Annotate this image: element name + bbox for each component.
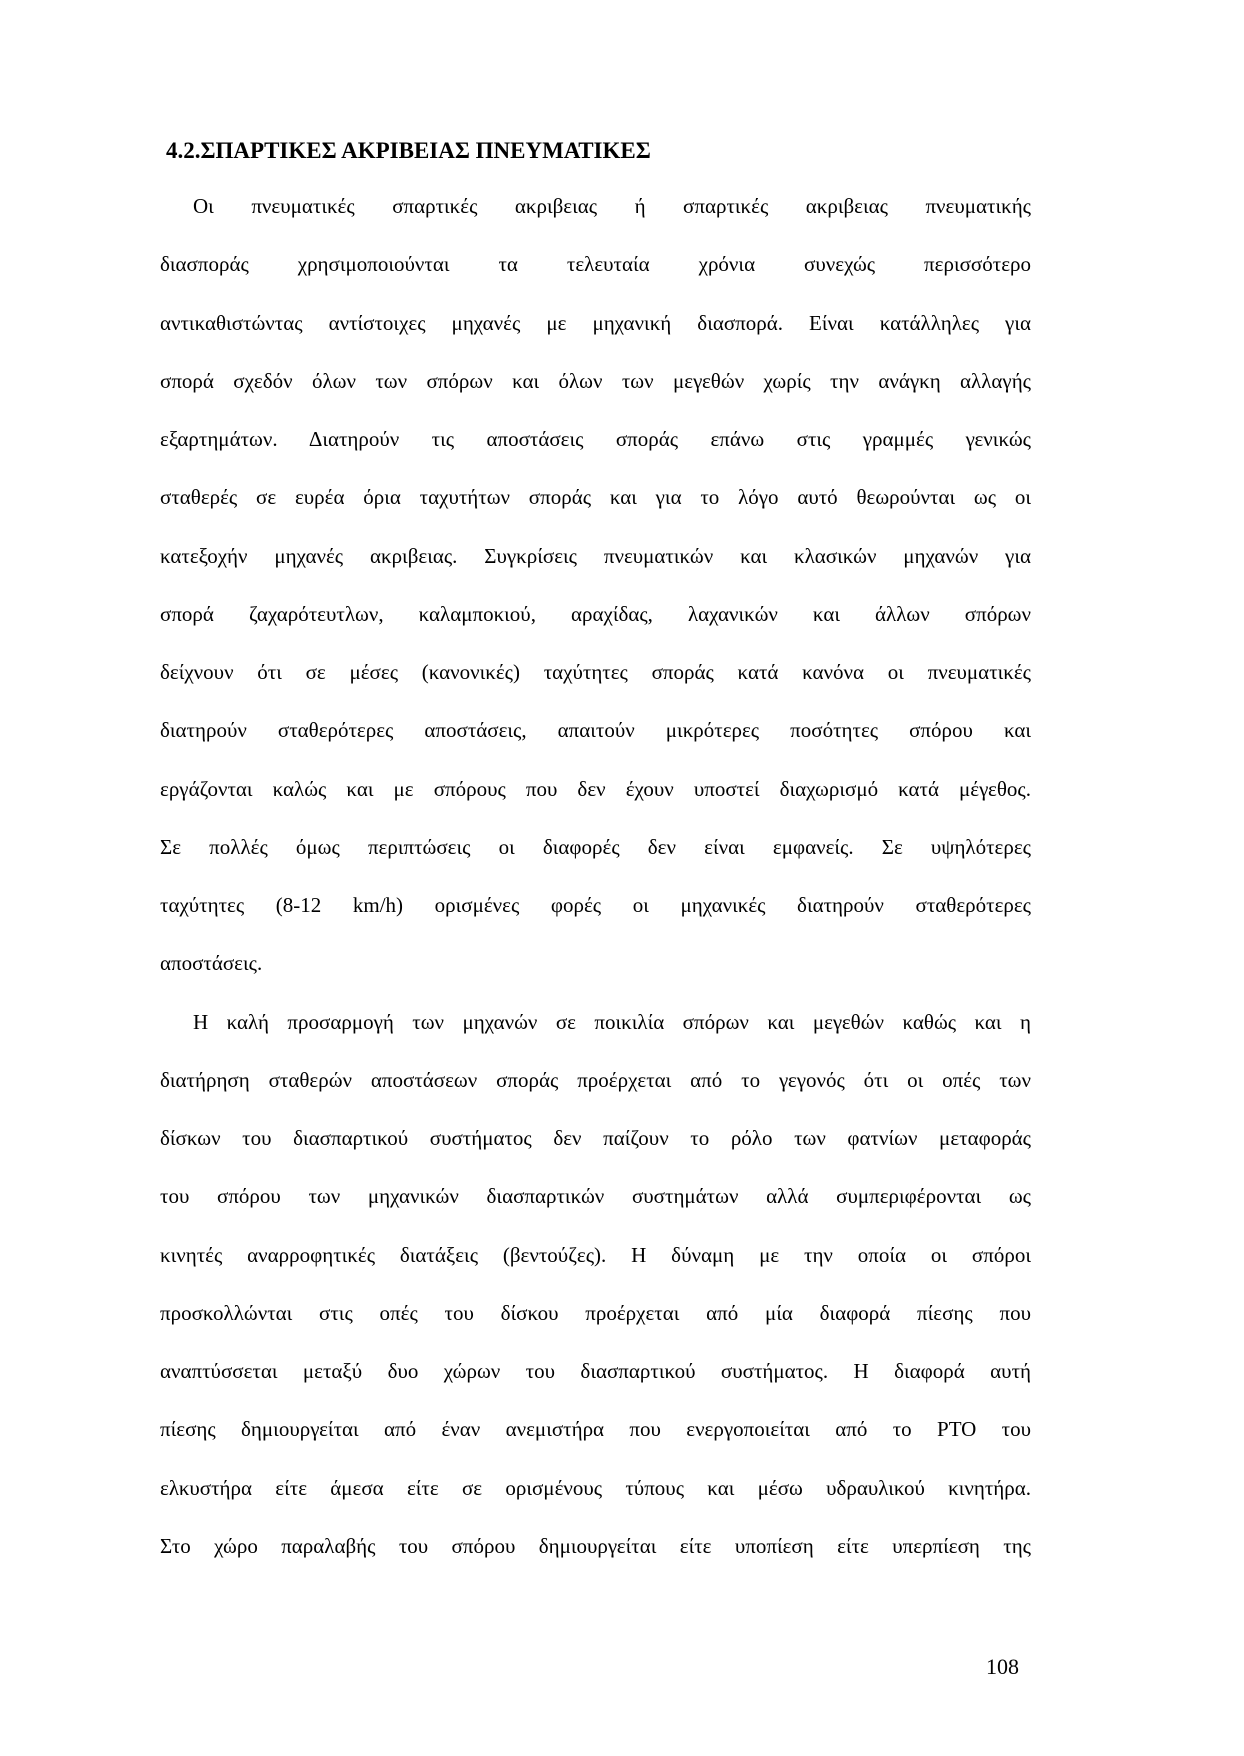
text-line: Στο χώρο παραλαβής του σπόρου δημιουργείται είτε υποπίεση είτε υπερπίεση της	[160, 1533, 1031, 1558]
text-line: διασποράς χρησιμοποιούνται τα τελευταία χρόνια συνεχώς περισσότερο	[160, 252, 1031, 277]
text-line: κινητές αναρροφητικές διατάξεις (βεντούζες). Η δύναμη με την οποία οι σπόροι	[160, 1242, 1031, 1267]
text-line: του σπόρου των μηχανικών διασπαρτικών συστημάτων αλλά συμπεριφέρονται ως	[160, 1184, 1031, 1209]
text-line: κατεξοχήν μηχανές ακριβειας. Συγκρίσεις πνευματικών και κλασικών μηχανών για	[160, 543, 1031, 568]
text-line: διατήρηση σταθερών αποστάσεων σποράς προέρχεται από το γεγονός ότι οι οπές των	[160, 1067, 1031, 1092]
text-line: αναπτύσσεται μεταξύ δυο χώρων του διασπαρτικού συστήματος. Η διαφορά αυτή	[160, 1359, 1031, 1383]
text-line: εργάζονται καλώς και με σπόρους που δεν έχουν υποστεί διαχωρισμό κατά μέγεθος.	[160, 776, 1031, 801]
section-heading: 4.2.ΣΠΑΡΤΙΚΕΣ ΑΚΡΙΒΕΙΑΣ ΠΝΕΥΜΑΤΙΚΕΣ	[166, 138, 651, 163]
text-line: εξαρτημάτων. Διατηρούν τις αποστάσεις σποράς επάνω στις γραμμές γενικώς	[160, 427, 1031, 451]
body-text	[160, 192, 1031, 1590]
text-line: διατηρούν σταθερότερες αποστάσεις, απαιτούν μικρότερες ποσότητες σπόρου και	[160, 718, 1031, 743]
text-line: σπορά σχεδόν όλων των σπόρων και όλων των μεγεθών χωρίς την ανάγκη αλλαγής	[160, 368, 1031, 393]
text-line: σταθερές σε ευρέα όρια ταχυτήτων σποράς και για το λόγο αυτό θεωρούνται ως οι	[160, 485, 1031, 510]
text-line: ελκυστήρα είτε άμεσα είτε σε ορισμένους τύπους και μέσω υδραυλικού κινητήρα.	[160, 1475, 1031, 1500]
text-line: Η καλή προσαρμογή των μηχανών σε ποικιλία σπόρων και μεγεθών καθώς και η	[193, 1009, 1031, 1034]
text-line: αντικαθιστώντας αντίστοιχες μηχανές με μηχανική διασπορά. Είναι κατάλληλες για	[160, 310, 1031, 335]
page-number: 108	[986, 1654, 1019, 1679]
text-line: Οι πνευματικές σπαρτικές ακριβειας ή σπαρτικές ακριβειας πνευματικής	[193, 194, 1031, 218]
text-line: Σε πολλές όμως περιπτώσεις οι διαφορές δεν είναι εμφανείς. Σε υψηλότερες	[160, 834, 1031, 859]
text-line: δείχνουν ότι σε μέσες (κανονικές) ταχύτητες σποράς κατά κανόνα οι πνευματικές	[160, 660, 1031, 684]
text-line: σπορά ζαχαρότευτλων, καλαμποκιού, αραχίδας, λαχανικών και άλλων σπόρων	[160, 601, 1031, 626]
text-line: δίσκων του διασπαρτικού συστήματος δεν παίζουν το ρόλο των φατνίων μεταφοράς	[160, 1126, 1031, 1150]
text-line: ταχύτητες (8-12 km/h) ορισμένες φορές οι μηχανικές διατηρούν σταθερότερες	[160, 893, 1031, 917]
text-line: προσκολλώνται στις οπές του δίσκου προέρχεται από μία διαφορά πίεσης που	[160, 1300, 1031, 1325]
text-line: πίεσης δημιουργείται από έναν ανεμιστήρα που ενεργοποιείται από το PTO του	[160, 1417, 1031, 1442]
text-line: αποστάσεις.	[160, 951, 263, 976]
